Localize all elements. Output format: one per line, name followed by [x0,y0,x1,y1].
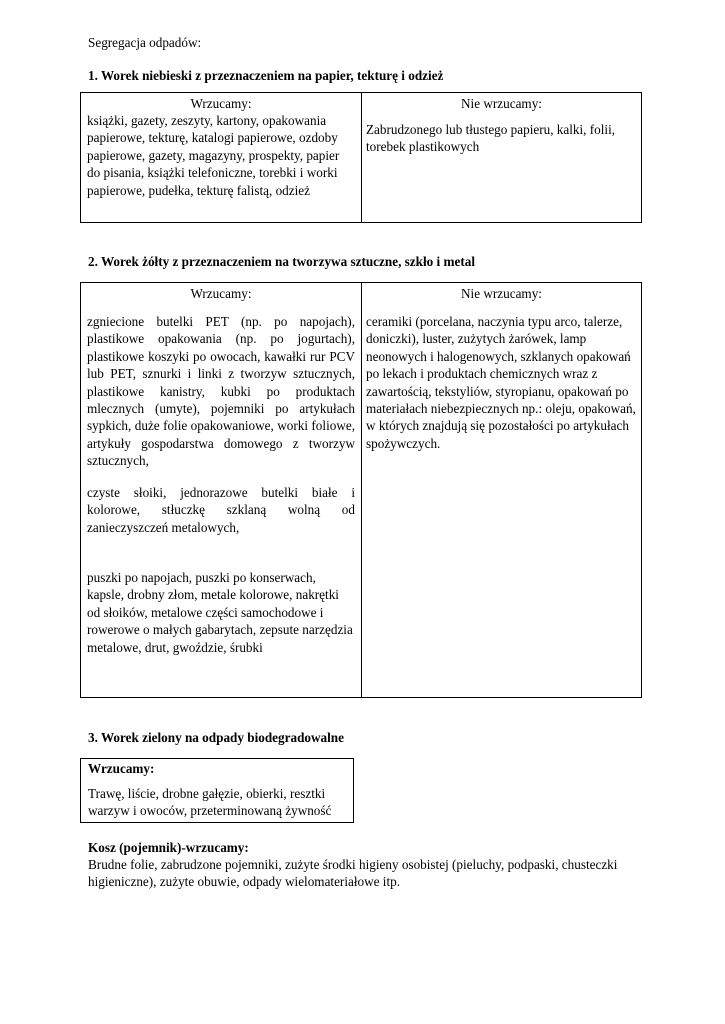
section2-in-header: Wrzucamy: [190,286,252,301]
section1-out-text: Zabrudzonego lub tłustego papieru, kalki, folii, torebek plastikowych [366,122,616,155]
section2-table [80,282,642,698]
section1-in-header: Wrzucamy: [190,96,252,111]
section3-box [80,758,354,823]
section2-in-metal: puszki po napojach, puszki po konserwach, kapsle, drobny złom, metale kolorowe, nakrętki od słoików, metalowe części samochodowe i rowerowe o małych gabarytach, zepsute narzędzia metalowe, drut, gwoździe, śrubki [87,570,353,655]
section3-in-label: Wrzucamy: [88,761,155,776]
section2-in-glass: czyste słoiki, jednorazowe butelki białe i kolorowe, stłuczkę szklaną wolną od zanieczyszczeń metalowych, [87,485,355,535]
bin-heading: Kosz (pojemnik)-wrzucamy: [88,840,249,855]
section2-out-header: Nie wrzucamy: [461,286,542,301]
section1-heading: 1. Worek niebieski z przeznaczeniem na papier, tekturę i odzież [88,68,444,83]
section2-column-divider [361,283,362,697]
bin-text: Brudne folie, zabrudzone pojemniki, zużyte środki higieny osobistej (pieluchy, podpaski, chusteczki higieniczne), zużyte obuwie, odpady wielomateriałowe itp. [88,857,618,890]
section1-table [80,92,642,223]
section1-in-text: książki, gazety, zeszyty, kartony, opakowania papierowe, tekturę, katalogi papierowe, ozdoby papierowe, gazety, magazyny, prospekty, papier do pisania, książki telefoniczne, torebki i worki papierowe, pudełka, tekturę falistą, odzież [87,113,340,198]
section2-heading: 2. Worek żółty z przeznaczeniem na tworzywa sztuczne, szkło i metal [88,254,475,269]
section2-in-plastics: zgniecione butelki PET (np. po napojach), plastikowe opakowania (np. po jogurtach), plastikowe koszyki po owocach, kawałki rur PCV lub PET, sznurki i linki z tworzyw sztucznych, plastikowe kanistry, kubki po produktach mlecznych (umyte), pojemniki po artykułach sypkich, duże folie opakowaniowe, worki foliowe, artykuły gospodarstwa domowego z tworzyw sztucznych, [87,314,355,469]
section3-in-text: Trawę, liście, drobne gałęzie, obierki, resztki warzyw i owoców, przeterminowaną żywność [88,786,332,819]
section3-heading: 3. Worek zielony na odpady biodegradowalne [88,730,344,745]
section2-out-text: ceramiki (porcelana, naczynia typu arco, talerze, doniczki), luster, zużytych żarówek, lamp neonowych i halogenowych, szklanych opakowań po lekach i produktach chemicznych wraz z zawartością, tekstyliów, styropianu, opakowań po materiałach niebezpiecznych np.: oleju, opakowań, w których znajdują się pozostałości po artykułach spożywczych. [366,314,636,451]
document-title: Segregacja odpadów: [88,35,202,50]
section1-out-header: Nie wrzucamy: [461,96,542,111]
